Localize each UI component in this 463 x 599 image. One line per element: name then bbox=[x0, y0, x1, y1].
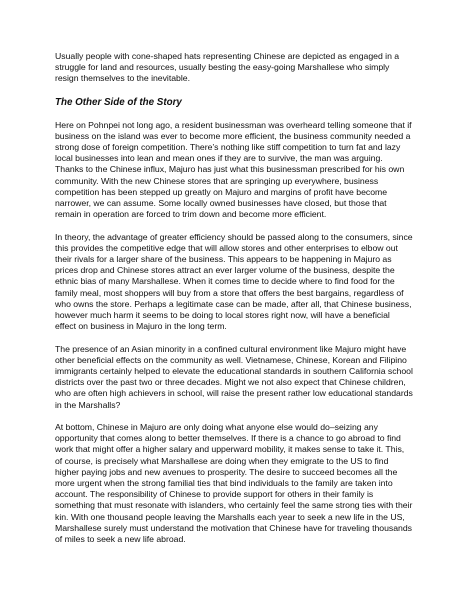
body-paragraph-2: In theory, the advantage of greater efficiency should be passed along to the consumers, since this provides the competitive edge that will allow stores and other enterprises to elbow out their rivals for a larger share of the business. This appears to be happening in Majuro as prices drop and Chinese stores attract an ever larger volume of the business, despite the ethnic bias of many Marshallese. When it comes time to decide where to find food for the family meal, most shoppers will buy from a store that offers the best bargains, regardless of who owns the store. Perhaps a legitimate case can be made, after all, that Chinese business, however much harm it seems to be doing to local stores right now, will have a beneficial effect on business in Majuro in the long term. bbox=[55, 231, 413, 332]
intro-paragraph: Usually people with cone-shaped hats representing Chinese are depicted as engaged in a struggle for land and resources, usually besting the easy-going Marshallese who simply resign themselves to the inevitable. bbox=[55, 51, 400, 84]
body-paragraph-1: Here on Pohnpei not long ago, a resident businessman was overheard telling someone that if business on the island was ever to become more efficient, the business community needed a strong dose of foreign competition. There’s nothing like stiff competition to turn fat and lazy local businesses into lean and mean ones if they are to survive, the man was arguing. Thanks to the Chinese influx, Majuro has just what this businessman prescribed for his own community. With the new Chinese stores that are springing up everywhere, business competition has been stepped up greatly on Majuro and margins of profit have become narrower, we can assume. Some locally owned businesses have closed, but those that remain in operation are forced to trim down and become more efficient. bbox=[55, 119, 412, 220]
paragraph-spacer bbox=[55, 332, 413, 343]
body-paragraph-3: The presence of an Asian minority in a confined cultural environment like Majuro might have other beneficial effects on the community as well. Vietnamese, Chinese, Korean and Filipino immigrants certainly helped to elevate the educational standards in southern California school districts over the past two or three decades. Might we not also expect that Chinese children, who are often high achievers in school, will raise the present rather low educational standards in the Marshalls? bbox=[55, 343, 413, 410]
body-paragraph-4: At bottom, Chinese in Majuro are only doing what anyone else would do–seizing any opportunity that comes along to better themselves. If there is a chance to go abroad to find work that might offer a higher salary and upperward mobility, it makes sense to take it. This, of course, is precisely what Marshallese are doing when they emigrate to the US to find higher paying jobs and new avenues to prosperity. The desire to succeed becomes all the more urgent when the strong familial ties that bind individuals to the family are taken into account. The responsibility of Chinese to provide support for others in their family is something that must resonate with islanders, who certainly feel the same strong ties with their kin. With one thousand people leaving the Marshalls each year to seek a new life in the US, Marshallese surely must understand the motivation that Chinese have for traveling thousands of miles to seek a new life abroad. bbox=[55, 422, 413, 545]
paragraph-spacer bbox=[55, 220, 413, 231]
paragraph-spacer bbox=[55, 411, 413, 422]
section-heading: The Other Side of the Story bbox=[55, 96, 182, 108]
